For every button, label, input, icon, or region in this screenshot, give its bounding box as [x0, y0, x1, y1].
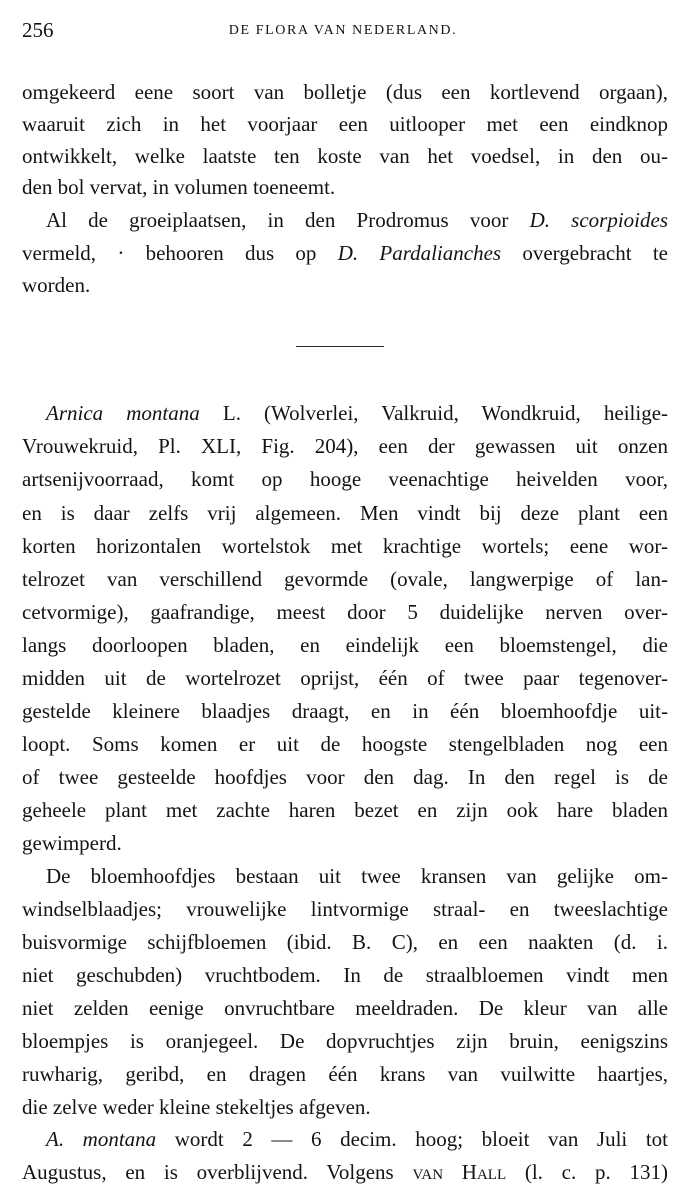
text-line: en is daar zelfs vrij algemeen. Men vindt bij deze plant een [22, 501, 668, 525]
text-line: gewimperd. [22, 831, 122, 855]
text-span: (l. c. p. 131) [506, 1160, 668, 1184]
text-line: windselblaadjes; vrouwelijke lintvormige straal- en tweeslachtige [22, 897, 668, 921]
text-line: artsenijvoorraad, komt op hooge veenachtige heivelden voor, [22, 467, 668, 491]
text-span: Augustus, en is overblijvend. Volgens [22, 1160, 413, 1184]
italic-taxon: D. Pardalianches [337, 241, 502, 265]
text-line: Vrouwekruid, Pl. XLI, Fig. 204), een der gewassen uit onzen [22, 434, 668, 458]
text-line: waaruit zich in het voorjaar een uitlooper met een eindknop [22, 112, 668, 136]
text-line [22, 1162, 668, 1183]
running-title: DE FLORA VAN NEDERLAND. [228, 23, 458, 38]
text-line: gestelde kleinere blaadjes draagt, en in één bloemhoofdje uit- [22, 699, 668, 723]
text-line: midden uit de wortelrozet oprijst, één of twee paar tegenover- [22, 666, 668, 690]
text-line: cetvormige), gaafrandige, meest door 5 duidelijke nerven over- [22, 600, 668, 624]
text-line: geheele plant met zachte haren bezet en zijn ook hare bladen [22, 798, 668, 822]
italic-taxon: A. montana [46, 1127, 157, 1151]
text-span: vermeld, · behooren dus op [22, 241, 338, 265]
page-header [22, 18, 664, 42]
italic-taxon: D. scorpioides [529, 208, 668, 232]
text-line: De bloemhoofdjes bestaan uit twee kransen van gelijke om- [46, 864, 668, 888]
text-line: worden. [22, 273, 91, 297]
text-span: L. (Wolverlei, Valkruid, Wondkruid, heilige- [199, 401, 669, 425]
text-line: niet zelden eenige onvruchtbare meeldraden. De kleur van alle [22, 996, 668, 1020]
text-line [22, 243, 668, 264]
text-line: die zelve weder kleine stekeltjes afgeven. [22, 1095, 371, 1119]
text-span: wordt 2 — 6 decim. hoog; bloeit van Juli tot [156, 1127, 669, 1151]
text-line [46, 210, 668, 231]
author-name: van Hall [412, 1160, 507, 1184]
italic-taxon: Arnica montana [46, 401, 200, 425]
text-line: ontwikkelt, welke laatste ten koste van het voedsel, in den ou- [22, 144, 668, 168]
text-line: bloempjes is oranjegeel. De dopvruchtjes zijn bruin, eenigszins [22, 1029, 668, 1053]
text-line: niet geschubden) vruchtbodem. In de straalbloemen vindt men [22, 963, 668, 987]
text-line: den bol vervat, in volumen toeneemt. [22, 175, 336, 199]
text-line: telrozet van verschillend gevormde (ovale, langwerpige of lan- [22, 567, 668, 591]
text-line: omgekeerd eene soort van bolletje (dus een kortlevend orgaan), [22, 80, 668, 104]
text-line: of twee gesteelde hoofdjes voor den dag. In den regel is de [22, 765, 668, 789]
text-line [46, 1129, 668, 1150]
text-line: loopt. Soms komen er uit de hoogste stengelbladen nog een [22, 732, 668, 756]
text-line: buisvormige schijfbloemen (ibid. B. C), en een naakten (d. i. [22, 930, 668, 954]
text-line: ruwharig, geribd, en dragen één krans van vuilwitte haartjes, [22, 1062, 668, 1086]
text-line: langs doorloopen bladen, en eindelijk een bloemstengel, die [22, 633, 668, 657]
section-divider [296, 346, 384, 347]
page-number: 256 [22, 18, 54, 42]
text-line [46, 403, 668, 424]
text-span: Al de groeiplaatsen, in den Prodromus voor [46, 208, 530, 232]
text-span: overgebracht te [501, 241, 668, 265]
text-line: korten horizontalen wortelstok met krachtige wortels; eene wor- [22, 534, 668, 558]
